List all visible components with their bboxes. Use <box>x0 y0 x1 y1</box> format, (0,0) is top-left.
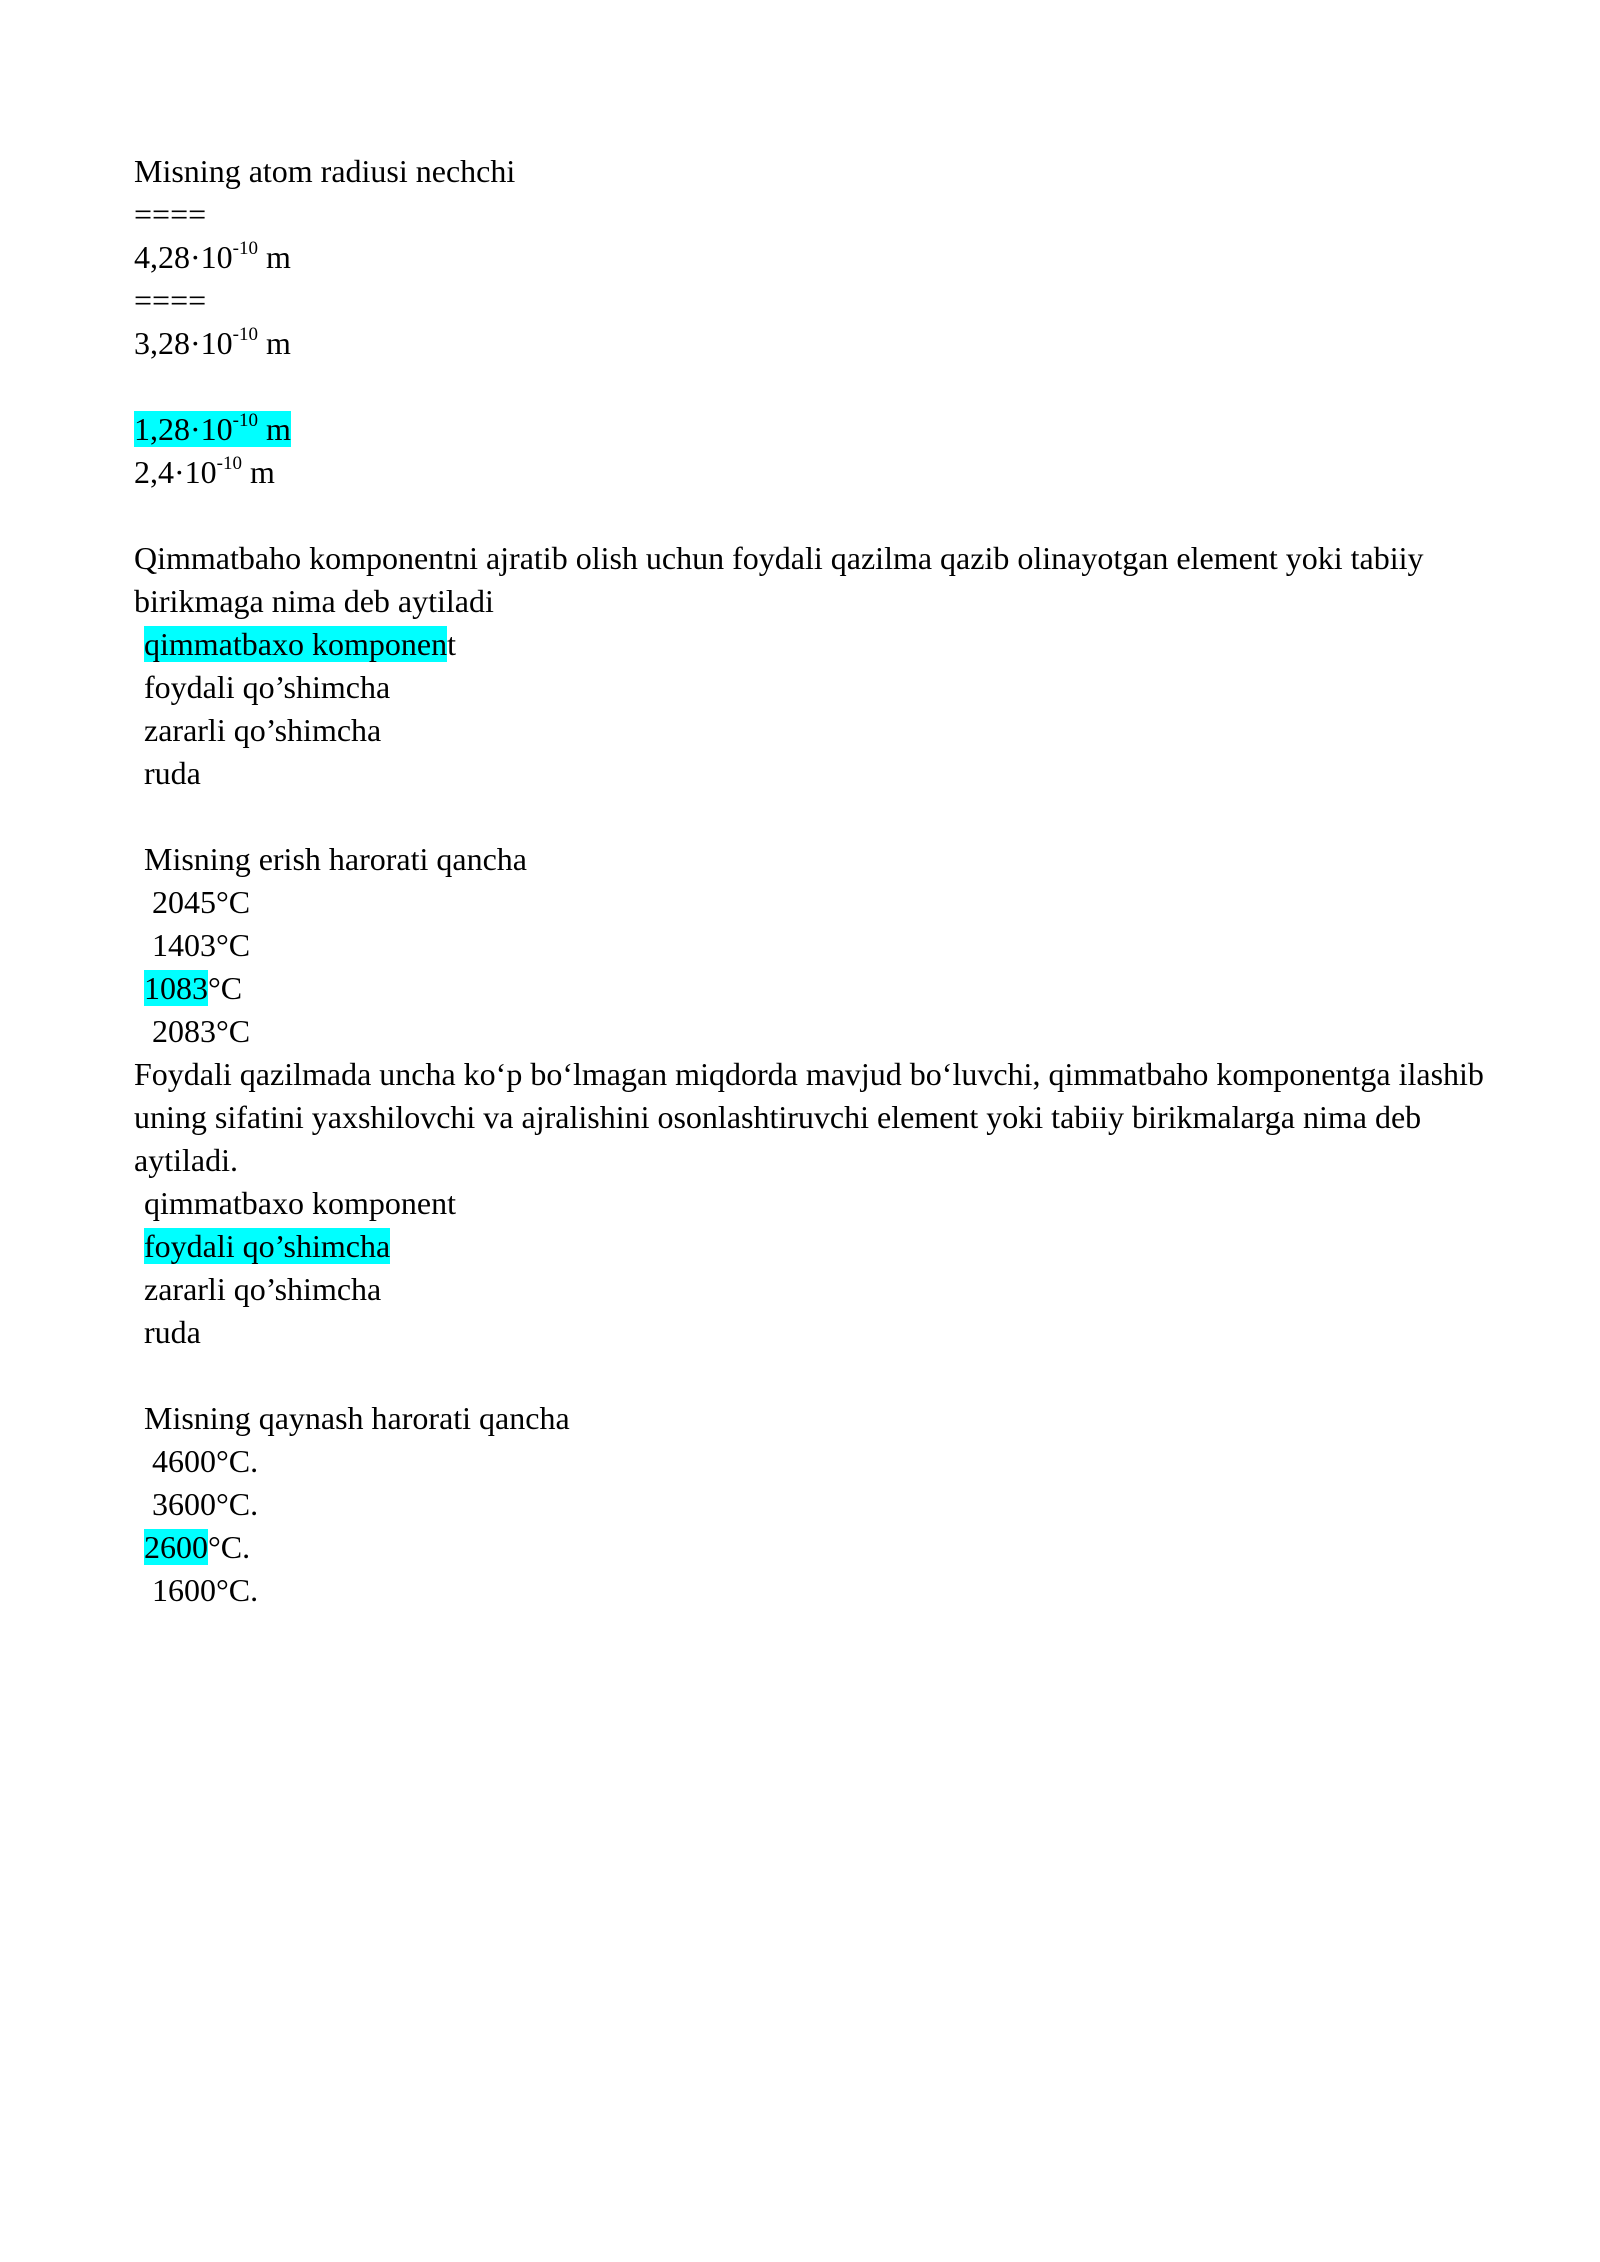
question-3-option-3-correct <box>134 967 1514 1010</box>
question-5-option-3-correct <box>134 1526 1514 1569</box>
separator: ==== <box>134 282 207 318</box>
question-5-text: Misning qaynash harorati qancha <box>144 1400 570 1436</box>
question-1-text: Misning atom radiusi nechchi <box>134 153 516 189</box>
highlighted-answer: qimmatbaxo komponen <box>144 626 448 662</box>
separator: ==== <box>134 196 207 232</box>
question-2-option-1-correct <box>134 623 1514 666</box>
option-rest: t <box>447 626 456 662</box>
question-5-option-4: 1600°C. <box>152 1572 259 1608</box>
question-3-text: Misning erish harorati qancha <box>144 841 527 877</box>
document-body <box>134 150 1514 1612</box>
option-unit: m <box>257 239 291 275</box>
question-5-option-1: 4600°C. <box>152 1443 259 1479</box>
option-exponent: -10 <box>232 238 258 260</box>
option-unit: m <box>257 411 291 447</box>
option-exponent: -10 <box>232 410 258 432</box>
highlighted-answer: 2600 <box>144 1529 208 1565</box>
option-base: 4,28·10 <box>134 239 233 275</box>
option-base: 1,28·10 <box>134 411 233 447</box>
option-exponent: -10 <box>232 324 258 346</box>
blank-line <box>134 365 1514 408</box>
question-1-option-3-correct <box>134 408 1514 451</box>
option-base: 2,4·10 <box>134 454 217 490</box>
question-2-option-2: foydali qo’shimcha <box>144 669 391 705</box>
blank-line <box>134 1354 1514 1397</box>
blank-line <box>134 494 1514 537</box>
question-3-option-4: 2083°C <box>152 1013 251 1049</box>
question-1-option-4 <box>134 451 1514 494</box>
question-2-option-4: ruda <box>144 755 201 791</box>
blank-line <box>134 795 1514 838</box>
question-4-option-2-correct <box>134 1225 1514 1268</box>
highlighted-answer <box>134 411 291 447</box>
question-2-option-3: zararli qo’shimcha <box>144 712 382 748</box>
question-1-option-2 <box>134 322 1514 365</box>
question-5-option-2: 3600°C. <box>152 1486 259 1522</box>
question-3-option-1: 2045°C <box>152 884 251 920</box>
question-1-option-1 <box>134 236 1514 279</box>
question-4-text: Foydali qazilmada uncha ko‘p bo‘lmagan miqdorda mavjud bo‘luvchi, qimmatbaho komponentga ilashib uning sifatini yaxshilovchi va ajralishini osonlashtiruvchi element yoki tabiiy birikmalarga nima deb aytiladi. <box>134 1056 1484 1178</box>
option-exponent: -10 <box>216 453 242 475</box>
option-base: 3,28·10 <box>134 325 233 361</box>
option-rest: °C <box>208 970 243 1006</box>
option-rest: °C. <box>208 1529 251 1565</box>
question-4-option-1: qimmatbaxo komponent <box>144 1185 456 1221</box>
question-4-option-3: zararli qo’shimcha <box>144 1271 382 1307</box>
option-unit: m <box>241 454 275 490</box>
question-2-text: Qimmatbaho komponentni ajratib olish uchun foydali qazilma qazib olinayotgan element yoki tabiiy birikmaga nima deb aytiladi <box>134 540 1424 619</box>
option-unit: m <box>257 325 291 361</box>
highlighted-answer: foydali qo’shimcha <box>144 1228 391 1264</box>
highlighted-answer: 1083 <box>144 970 208 1006</box>
question-4-option-4: ruda <box>144 1314 201 1350</box>
question-3-option-2: 1403°C <box>152 927 251 963</box>
